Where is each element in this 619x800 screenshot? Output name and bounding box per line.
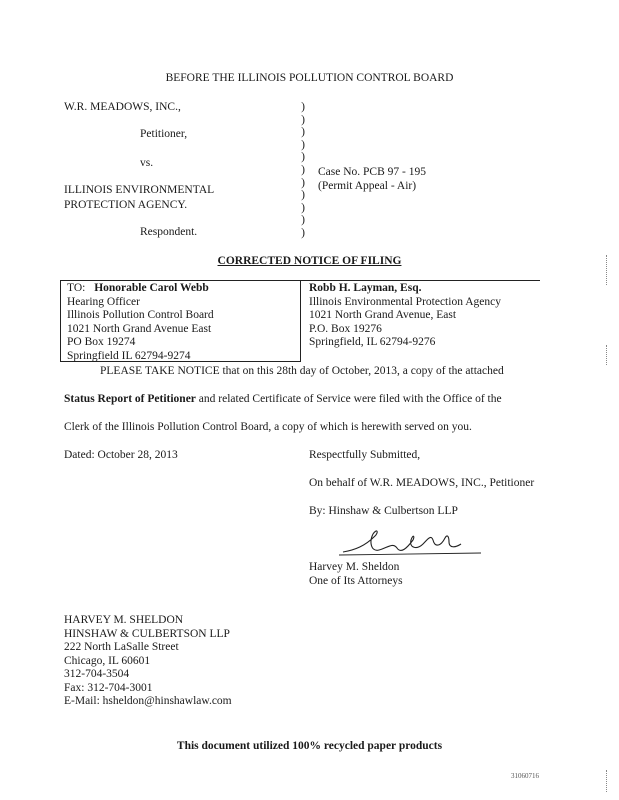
notice-title: CORRECTED NOTICE OF FILING [217,255,402,267]
respondent-name-line2: PROTECTION AGENCY. [64,199,188,211]
scan-margin-mark [606,255,609,285]
signature-scribble [335,522,485,562]
recipient-left-header [61,281,300,296]
attorney-line: 222 North LaSalle Street [64,641,179,653]
on-behalf-line: On behalf of W.R. MEADOWS, INC., Petitioner [309,477,535,489]
caption-paren: ) [301,126,305,139]
attorney-line: Chicago, IL 60601 [64,654,151,667]
respondent-name-line1: ILLINOIS ENVIRONMENTAL [64,184,215,196]
signer-name: Harvey M. Sheldon [309,561,400,573]
attorney-block [64,614,232,709]
by-line: By: Hinshaw & Culbertson LLP [309,505,458,517]
recipient-left-line: PO Box 19274 [67,336,136,348]
case-number: Case No. PCB 97 - 195 [318,166,426,178]
caption-paren: ) [301,101,305,113]
petitioner-name: W.R. MEADOWS, INC., [64,101,181,113]
recipient-right-line: Springfield, IL 62794-9276 [309,336,436,348]
caption-paren: ) [301,113,305,126]
scan-margin-mark [606,770,609,792]
caption-paren: ) [301,214,305,227]
attorney-line: HINSHAW & CULBERTSON LLP [64,627,230,640]
attorney-line: HARVEY M. SHELDON [64,614,184,626]
notice-body-line3: Clerk of the Illinois Pollution Control Board, a copy of which is herewith served on you. [64,421,472,433]
attorney-line: 312-704-3504 [64,668,130,680]
caption-paren: ) [301,189,305,202]
recipient-left-name: Honorable Carol Webb [94,282,209,294]
respondent-role: Respondent. [140,226,198,238]
scan-margin-mark [606,345,609,365]
caption-paren: ) [301,201,305,214]
recipient-box-right [300,280,540,362]
notice-body-line2-rest: and related Certificate of Service were filed with the Office of the [195,393,502,405]
notice-body-line2 [64,393,502,405]
recipient-left-line: Hearing Officer [67,295,140,308]
dated-line: Dated: October 28, 2013 [64,449,178,461]
recipient-right-line: Illinois Environmental Protection Agency [309,295,501,308]
recipient-left-line: Illinois Pollution Control Board [67,309,214,321]
versus-label: vs. [140,157,154,169]
status-report-title: Status Report of Petitioner [64,393,196,405]
case-type: (Permit Appeal - Air) [318,180,417,192]
recipient-right-line: 1021 North Grand Avenue, East [309,309,457,321]
signer-title: One of Its Attorneys [309,575,403,587]
caption-paren-column [298,101,308,240]
notice-body-line1: PLEASE TAKE NOTICE that on this 28th day of October, 2013, a copy of the attached [100,365,504,377]
caption-paren: ) [301,176,305,189]
caption-paren: ) [301,226,305,239]
caption-paren: ) [301,163,305,176]
recipient-box-left [60,280,300,362]
attorney-line: E-Mail: hsheldon@hinshawlaw.com [64,695,232,707]
recipient-left-line: 1021 North Grand Avenue East [67,322,212,335]
recipient-right-name: Robb H. Layman, Esq. [309,282,422,294]
to-label: TO: [67,282,86,294]
caption-paren: ) [301,151,305,164]
petitioner-role: Petitioner, [140,128,188,140]
respectfully-submitted: Respectfully Submitted, [309,449,421,461]
board-title: BEFORE THE ILLINOIS POLLUTION CONTROL BOARD [165,72,454,84]
recipient-right-line: P.O. Box 19276 [309,322,382,335]
document-number: 31060716 [511,772,539,780]
caption-paren: ) [301,138,305,151]
recycled-notice: This document utilized 100% recycled paper products [176,740,443,752]
attorney-line: Fax: 312-704-3001 [64,681,153,694]
recipient-left-line: Springfield IL 62794-9274 [67,349,191,362]
